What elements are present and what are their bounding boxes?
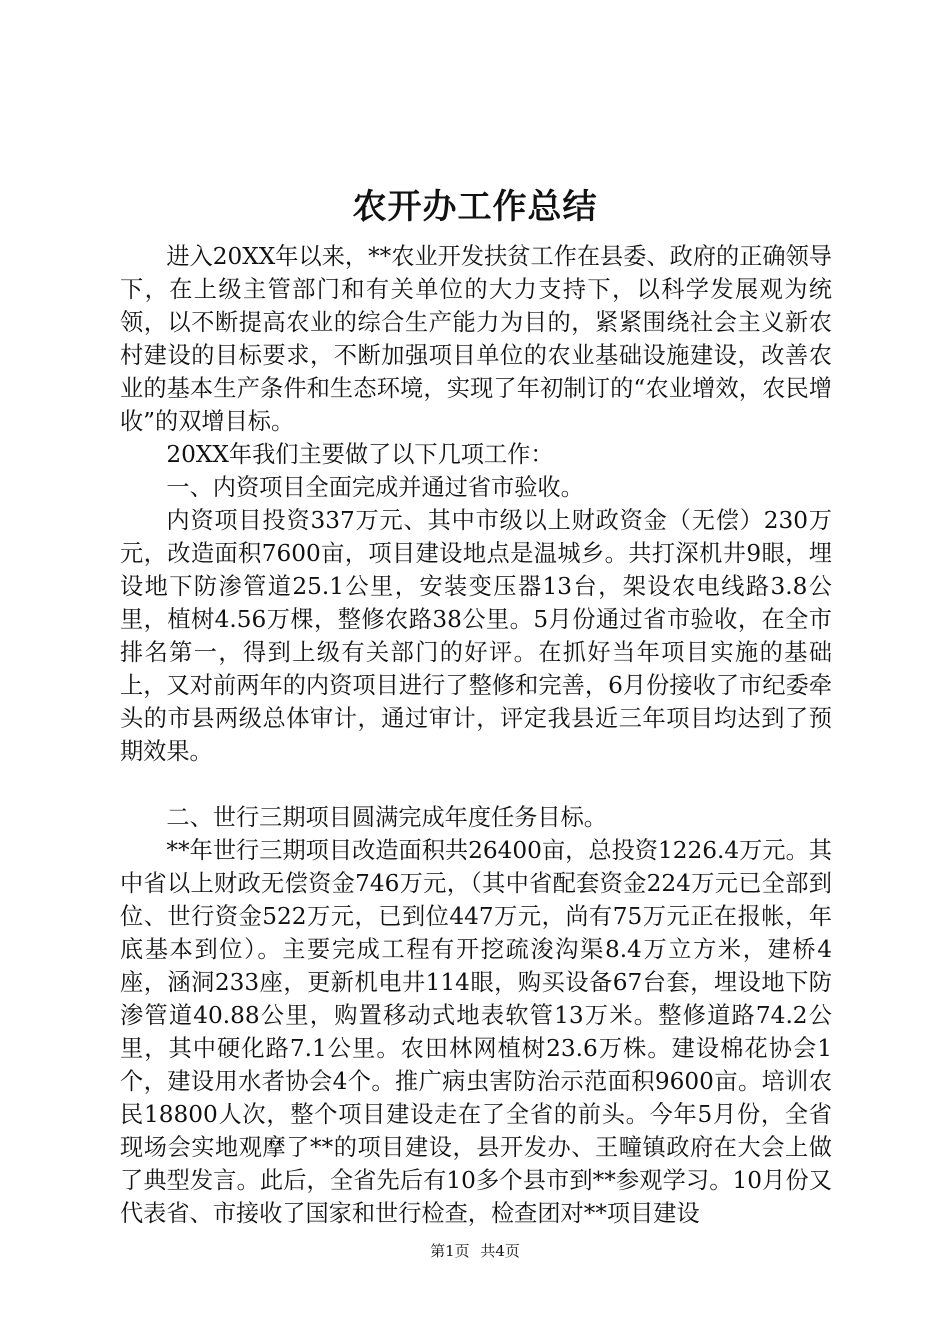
world-bank-project-paragraph: **年世行三期项目改造面积共26400亩，总投资1226.4万元。其中省以上财政无偿资金746万元，（其中省配套资金224万元已全部到位、世行资金522万元，已到位447万元，尚有75万元正在报帐，年底基本到位）。主要完成工程有开挖疏浚沟渠8.4万立方米，建桥4座，涵洞233座，更新机电井114眼，购买设备67台套，埋设地下防渗管道40.88公里，购置移动式地表软管13万米。整修道路74.2公里，其中硬化路7.1公里。农田林网植树23.6万株。建设棉花协会1个，建设用水者协会4个。推广病虫害防治示范面积9600亩。培训农民18800人次，整个项目建设走在了全省的前头。今年5月份，全省现场会实地观摩了**的项目建设，县开发办、王疃镇政府在大会上做了典型发言。此后，全省先后有10多个县市到**参观学习。10月份又代表省、市接收了国家和世行检查，检查团对**项目建设 — [120, 837, 832, 1227]
work-summary-intro: 20XX年我们主要做了以下几项工作： — [166, 441, 554, 468]
page-total: 共4页 — [480, 1242, 520, 1260]
section-heading-world-bank-project: 二、世行三期项目圆满完成年度任务目标。 — [166, 804, 607, 831]
document-body — [120, 240, 832, 1230]
page-footer — [0, 1241, 950, 1261]
section-heading-domestic-project: 一、内资项目全面完成并通过省市验收。 — [166, 474, 584, 501]
domestic-project-paragraph: 内资项目投资337万元、其中市级以上财政资金（无偿）230万元，改造面积7600亩，项目建设地点是温城乡。共打深机井9眼，埋设地下防渗管道25.1公里，安装变压器13台，架设农电线路3.8公里，植树4.56万棵，整修农路38公里。5月份通过省市验收，在全市排名第一，得到上级有关部门的好评。在抓好当年项目实施的基础上，又对前两年的内资项目进行了整修和完善，6月份接收了市纪委牵头的市县两级总体审计，通过审计，评定我县近三年项目均达到了预期效果。 — [120, 507, 832, 765]
document-title: 农开办工作总结 — [352, 187, 598, 227]
page-number: 第1页 — [430, 1242, 470, 1260]
intro-paragraph: 进入20XX年以来，**农业开发扶贫工作在县委、政府的正确领导下，在上级主管部门和有关单位的大力支持下，以科学发展观为统领，以不断提高农业的综合生产能力为目的，紧紧围绕社会主义新农村建设的目标要求，不断加强项目单位的农业基础设施建设，改善农业的基本生产条件和生态环境，实现了年初制订的“农业增效，农民增收”的双增目标。 — [120, 243, 832, 435]
